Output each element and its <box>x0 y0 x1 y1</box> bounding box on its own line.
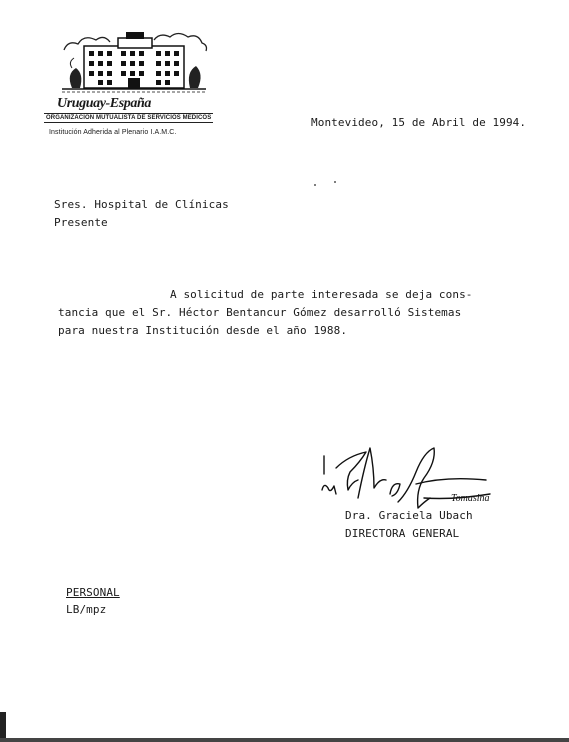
scan-speck <box>314 184 316 186</box>
department-label: PERSONAL <box>66 586 120 599</box>
reference-initials: LB/mpz <box>66 603 107 616</box>
recipient-line: Sres. Hospital de Clínicas <box>54 198 229 211</box>
handwritten-signature <box>318 438 518 518</box>
signer-title: DIRECTORA GENERAL <box>345 527 460 540</box>
letter-date: Montevideo, 15 de Abril de 1994. <box>311 116 527 129</box>
org-affiliation: Institución Adherida al Plenario I.A.M.C. <box>49 129 177 136</box>
org-tagline: ORGANIZACION MUTUALISTA DE SERVICIOS MEDICOS <box>46 115 212 121</box>
scan-edge-line <box>0 738 569 742</box>
hospital-building-logo <box>54 28 214 96</box>
body-line-2: tancia que el Sr. Héctor Bentancur Gómez desarrolló Sistemas <box>58 306 462 319</box>
org-name-wordmark: Uruguay-España <box>57 96 151 111</box>
body-line-3: para nuestra Institución desde el año 1988. <box>58 324 348 337</box>
recipient-greeting: Presente <box>54 216 108 229</box>
scan-speck <box>334 181 336 183</box>
signature-handwritten-text: Tomasina <box>451 493 490 504</box>
body-line-1: A solicitud de parte interesada se deja cons- <box>170 288 473 301</box>
signer-name: Dra. Graciela Ubach <box>345 509 473 522</box>
